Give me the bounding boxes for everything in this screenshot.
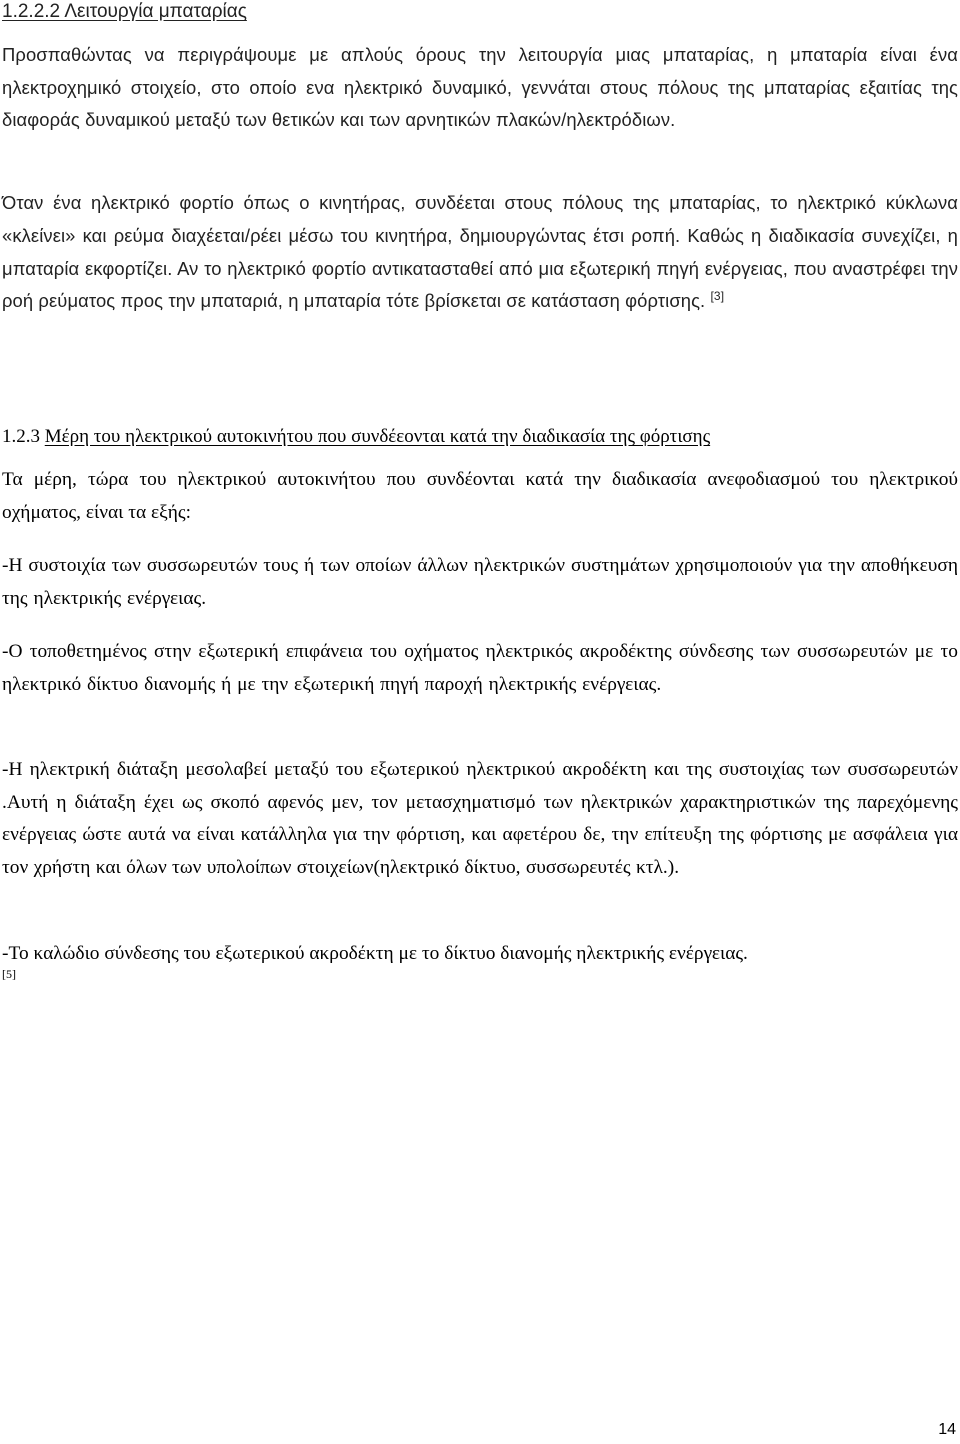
section-heading-parts [2,424,710,450]
battery-paragraph-1: Προσπαθώντας να περιγράψουμε με απλούς όρους την λειτουργία μιας μπαταρίας, η μπαταρία είναι ένα ηλεκτροχημικό στοιχείο, στο οποίο ενα ηλεκτρικό δυναμικό, γεννάται στους πόλους της μπαταρίας εξαιτίας της διαφοράς δυναμικού μεταξύ των θετικών και των αρνητικών πλακών/ηλεκτρόδιων. [2,44,958,131]
parts-list-item: -Ο τοποθετημένος στην εξωτερική επιφάνεια του οχήματος ηλεκτρικός ακροδέκτης σύνδεσης των συσσωρευτών με το ηλεκτρικό δίκτυο διανομής ή με την εξωτερική πηγή παροχή ηλεκτρικής ενέργειας. [2,641,958,695]
battery-paragraph-2-text: Όταν ένα ηλεκτρικό φορτίο όπως ο κινητήρας, συνδέεται στους πόλους της μπαταρίας, το ηλεκτρικό κύκλωνα «κλείνει» και ρεύμα διαχέεται/ρέει μέσω του κινητήρα, δημιουργώντας έτσι ροπή. Καθώς η διαδικασία συνεχίζει, η μπαταρία εκφορτίζει. Αν το ηλεκτρικό φορτίο αντικατασταθεί από μια εξωτερική πηγή ενέργειας, που αναστρέφει την ροή ρεύματος προς την μπαταριά, η μπαταρία τότε βρίσκεται σε κατάσταση φόρτισης. [2,192,958,312]
section-heading-battery: 1.2.2.2 Λειτουργία μπαταρίας [2,1,247,22]
parts-intro-paragraph: Τα μέρη, τώρα του ηλεκτρικού αυτοκινήτου που συνδέονται κατά την διαδικασία ανεφοδιασμού του ηλεκτρικού οχήματος, είναι τα εξής: [2,469,958,523]
parts-list-item: -Η ηλεκτρική διάταξη μεσολαβεί μεταξύ του εξωτερικού ηλεκτρικού ακροδέκτη και της συστοιχίας των συσσωρευτών .Αυτή η διάταξη έχει ως σκοπό αφενός μεν, τον μετασχηματισμό των ηλεκτρικών χαρακτηριστικών της παρεχόμενης ενέργειας ώστε αυτά να είναι κατάλληλα για την φόρτιση, και αφετέρου δε, την επίτευξη της φόρτισης με ασφάλεια για τον χρήστη και όλων των υπολοίπων στοιχείων(ηλεκτρικό δίκτυο, συσσωρευτές κτλ.). [2,759,958,878]
parts-list-item-text: -Το καλώδιο σύνδεσης του εξωτερικού ακροδέκτη με το δίκτυο διανομής ηλεκτρικής ενέργειας. [2,943,748,964]
section-title: Μέρη του ηλεκτρικού αυτοκινήτου που συνδέεονται κατά την διαδικασία της φόρτισης [44,426,711,447]
parts-list-item [2,938,958,981]
section-number: 1.2.3 [2,426,40,447]
battery-paragraph-2 [2,187,958,318]
citation-ref-3: [3] [710,289,725,304]
page-number: 14 [938,1421,956,1438]
citation-ref-5: [5] [2,966,16,981]
parts-list-item: -Η συστοιχία των συσσωρευτών τους ή των οποίων άλλων ηλεκτρικών συστημάτων χρησιμοποιούν για την αποθήκευση της ηλεκτρικής ενέργειας. [2,555,958,609]
